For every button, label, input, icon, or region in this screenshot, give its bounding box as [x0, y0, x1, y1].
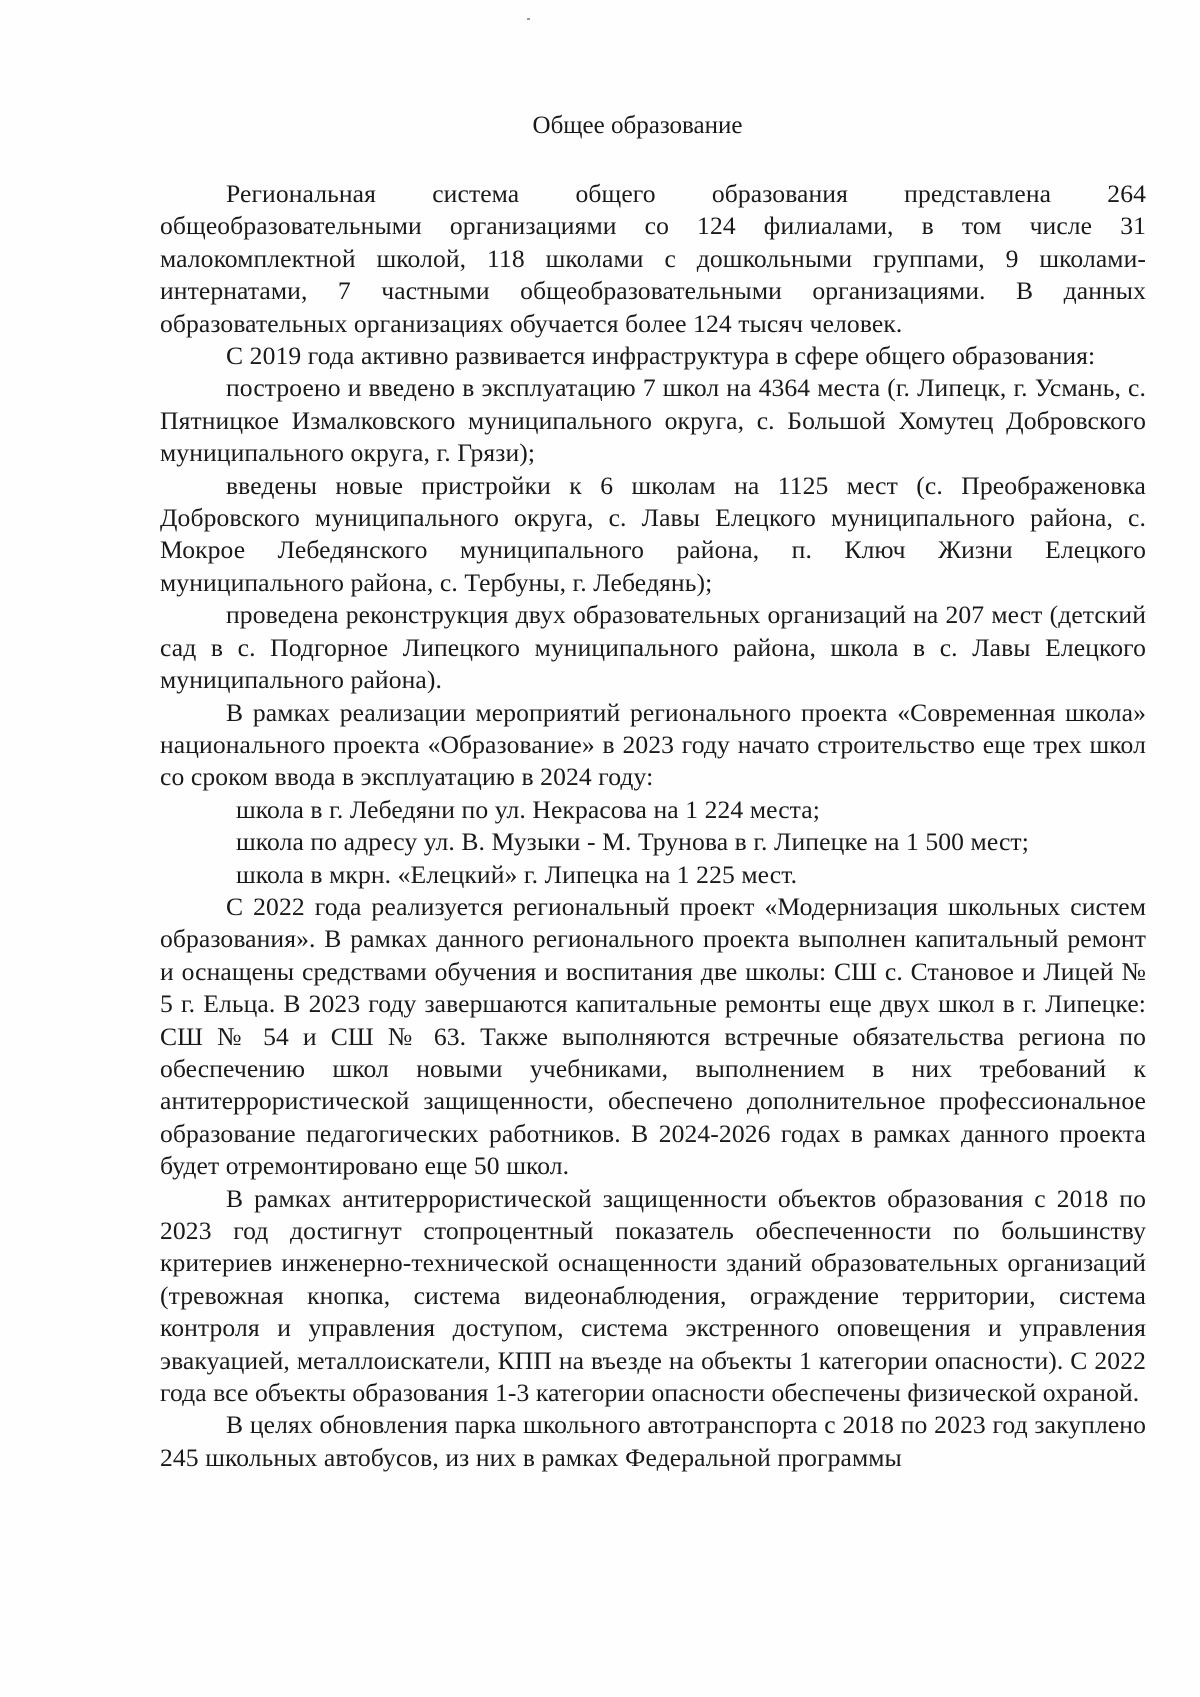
paragraph-buses: В целях обновления парка школьного автотранспорта с 2018 по 2023 год закуплено 245 школьных автобусов, из них в рамках Федеральной программы	[160, 1410, 1146, 1472]
list-item-school-eletskiy: школа в мкрн. «Елецкий» г. Липецка на 1 225 мест.	[236, 859, 798, 889]
list-item-school-lebedyan: школа в г. Лебедяни по ул. Некрасова на 1 224 места;	[236, 794, 820, 824]
paragraph-antiterror: В рамках антитеррористической защищенности объектов образования с 2018 по 2023 год достигнут стопроцентный показатель обеспеченности по большинству критериев инженерно-технической оснащенности зданий образовательных организаций (тревожная кнопка, система видеонаблюдения, ограждение территории, система контроля и управления доступом, система экстренного оповещения и управления эвакуацией, металлоискатели, КПП на въезде на объекты 1 категории опасности). С 2022 года все объекты образования 1-3 категории опасности обеспечены физической охраной.	[160, 1183, 1146, 1408]
scan-speck	[527, 18, 530, 20]
document-body	[160, 178, 1146, 1474]
paragraph-intro: Региональная система общего образования представлена 264 общеобразовательными организациями со 124 филиалами, в том числе 31 малокомплектной школой, 118 школами с дошкольными группами, 9 школами-интернатами, 7 частными общеобразовательными организациями. В данных образовательных организациях обучается более 124 тысяч человек.	[160, 179, 1146, 338]
list-item-extensions: введены новые пристройки к 6 школам на 1125 мест (с. Преображеновка Добровского муниципального округа, с. Лавы Елецкого муниципального района, с. Мокрое Лебедянского муниципального района, п. Ключ Жизни Елецкого муниципального района, с. Тербуны, г. Лебедянь);	[160, 470, 1146, 597]
paragraph-modern-school: В рамках реализации мероприятий регионального проекта «Современная школа» национального проекта «Образование» в 2023 году начато строительство еще трех школ со сроком ввода в эксплуатацию в 2024 году:	[160, 697, 1146, 792]
paragraph-infrastructure: С 2019 года активно развивается инфраструктура в сфере общего образования:	[226, 341, 1096, 371]
list-item-reconstruction: проведена реконструкция двух образовательных организаций на 207 мест (детский сад в с. Подгорное Липецкого муниципального района, школа в с. Лавы Елецкого муниципального района).	[160, 600, 1146, 695]
paragraph-modernization: С 2022 года реализуется региональный проект «Модернизация школьных систем образования». В рамках данного регионального проекта выполнен капитальный ремонт и оснащены средствами обучения и воспитания две школы: СШ с. Становое и Лицей № 5 г. Ельца. В 2023 году завершаются капитальные ремонты еще двух школ в г. Липецке: СШ № 54 и СШ № 63. Также выполняются встречные обязательства региона по обеспечению школ новыми учебниками, выполнением в них требований к антитеррористической защищенности, обеспечено дополнительное профессиональное образование педагогических работников. В 2024-2026 годах в рамках данного проекта будет отремонтировано еще 50 школ.	[160, 891, 1146, 1181]
page-title: Общее образование	[532, 112, 743, 139]
list-item-new-schools: построено и введено в эксплуатацию 7 школ на 4364 места (г. Липецк, г. Усмань, с. Пятницкое Измалковского муниципального округа, с. Большой Хомутец Добровского муниципального округа, г. Грязи);	[160, 373, 1146, 468]
list-item-school-muzyki: школа по адресу ул. В. Музыки - М. Трунова в г. Липецке на 1 500 мест;	[236, 827, 1029, 857]
